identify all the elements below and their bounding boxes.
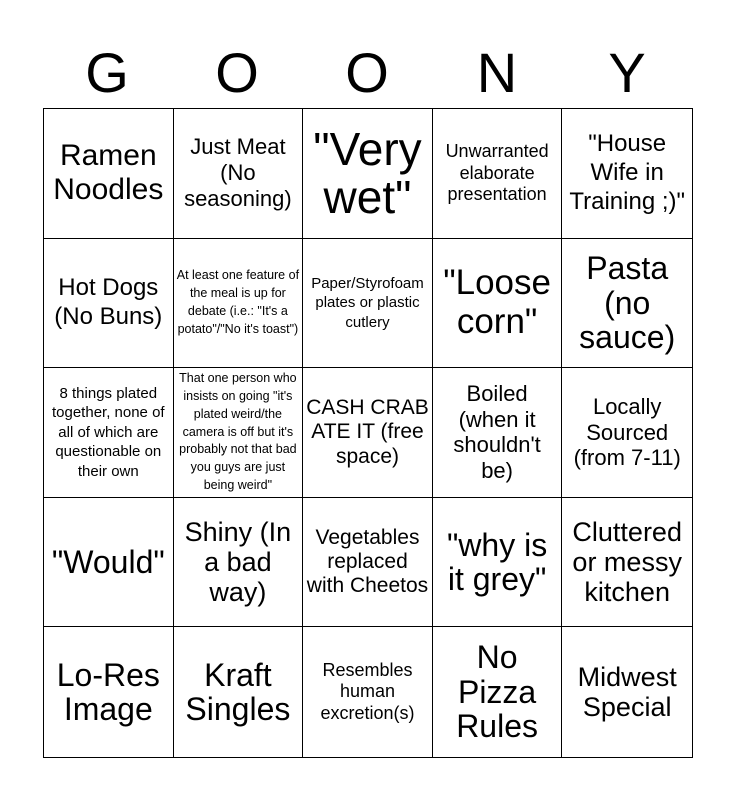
cell-text: Shiny (In a bad way) (184, 516, 292, 608)
header-letter-g: G (85, 41, 131, 104)
bingo-cell-r5-c4[interactable] (433, 627, 563, 757)
header-letter-o-2: O (345, 41, 391, 104)
bingo-cell-r3-c1[interactable] (44, 368, 174, 498)
cell-text: Resembles human excretion(s) (320, 659, 415, 723)
header-letter-y: Y (608, 41, 648, 104)
bingo-cell-r4-c4[interactable] (433, 498, 563, 628)
bingo-cell-r1-c1[interactable] (44, 109, 174, 239)
bingo-cell-r2-c1[interactable] (44, 239, 174, 369)
bingo-cell-r2-c5[interactable] (562, 239, 692, 369)
cell-text: Locally Sourced (from 7-11) (573, 393, 681, 471)
cell-text: 8 things plated together, none of all of which are questionable on their own (51, 384, 165, 480)
bingo-header (43, 38, 693, 108)
bingo-cell-r4-c3[interactable] (303, 498, 433, 628)
bingo-cell-r5-c5[interactable] (562, 627, 692, 757)
bingo-cell-r1-c5[interactable] (562, 109, 692, 239)
bingo-cell-r2-c2[interactable] (174, 239, 304, 369)
bingo-cell-r4-c5[interactable] (562, 498, 692, 628)
bingo-cell-r2-c4[interactable] (433, 239, 563, 369)
header-letter-n: N (476, 41, 520, 104)
cell-text: Ramen Noodles (53, 138, 164, 207)
cell-text: At least one feature of the meal is up for debate (i.e.: "It's a potato"/"No it's toast") (176, 268, 300, 336)
cell-text: Paper/Styrofoam plates or plastic cutlery (311, 274, 424, 331)
cell-text: CASH CRAB ATE IT (free space) (306, 396, 429, 468)
bingo-cell-r4-c1[interactable] (44, 498, 174, 628)
cell-text: Cluttered or messy kitchen (572, 516, 682, 608)
bingo-board (43, 108, 693, 758)
bingo-cell-r2-c3[interactable] (303, 239, 433, 369)
cell-text: Vegetables replaced with Cheetos (306, 525, 429, 598)
cell-text: Hot Dogs (No Buns) (54, 274, 163, 330)
cell-text: That one person who insists on going "it's plated weird/the camera is off but it's probably not that bad you guys are just being weird" (179, 371, 297, 492)
bingo-cell-r1-c2[interactable] (174, 109, 304, 239)
header-letter-o-1: O (215, 41, 261, 104)
cell-text: No Pizza Rules (456, 639, 538, 745)
bingo-cell-r3-c5[interactable] (562, 368, 692, 498)
bingo-cell-r5-c2[interactable] (174, 627, 304, 757)
bingo-cell-r3-c4[interactable] (433, 368, 563, 498)
cell-text: "Loose corn" (443, 263, 551, 341)
bingo-cell-r5-c1[interactable] (44, 627, 174, 757)
bingo-cell-r3-c3[interactable] (303, 368, 433, 498)
bingo-cell-r4-c2[interactable] (174, 498, 304, 628)
bingo-cell-r1-c3[interactable] (303, 109, 433, 239)
bingo-cell-r1-c4[interactable] (433, 109, 563, 239)
cell-text: Boiled (when it shouldn't be) (453, 380, 541, 484)
cell-text: "why is it grey" (446, 526, 548, 598)
cell-text: Just Meat (No seasoning) (184, 134, 292, 212)
cell-text: Kraft Singles (185, 656, 291, 728)
cell-text: Midwest Special (577, 661, 677, 723)
bingo-cell-r5-c3[interactable] (303, 627, 433, 757)
cell-text: "Would" (51, 543, 165, 580)
cell-text: Unwarranted elaborate presentation (445, 140, 549, 205)
bingo-cell-r3-c2[interactable] (174, 368, 304, 498)
cell-text: "Very wet" (313, 123, 422, 224)
cell-text: "House Wife in Training ;)" (569, 130, 686, 215)
cell-text: Lo-Res Image (56, 656, 160, 728)
cell-text: Pasta (no sauce) (579, 250, 676, 356)
